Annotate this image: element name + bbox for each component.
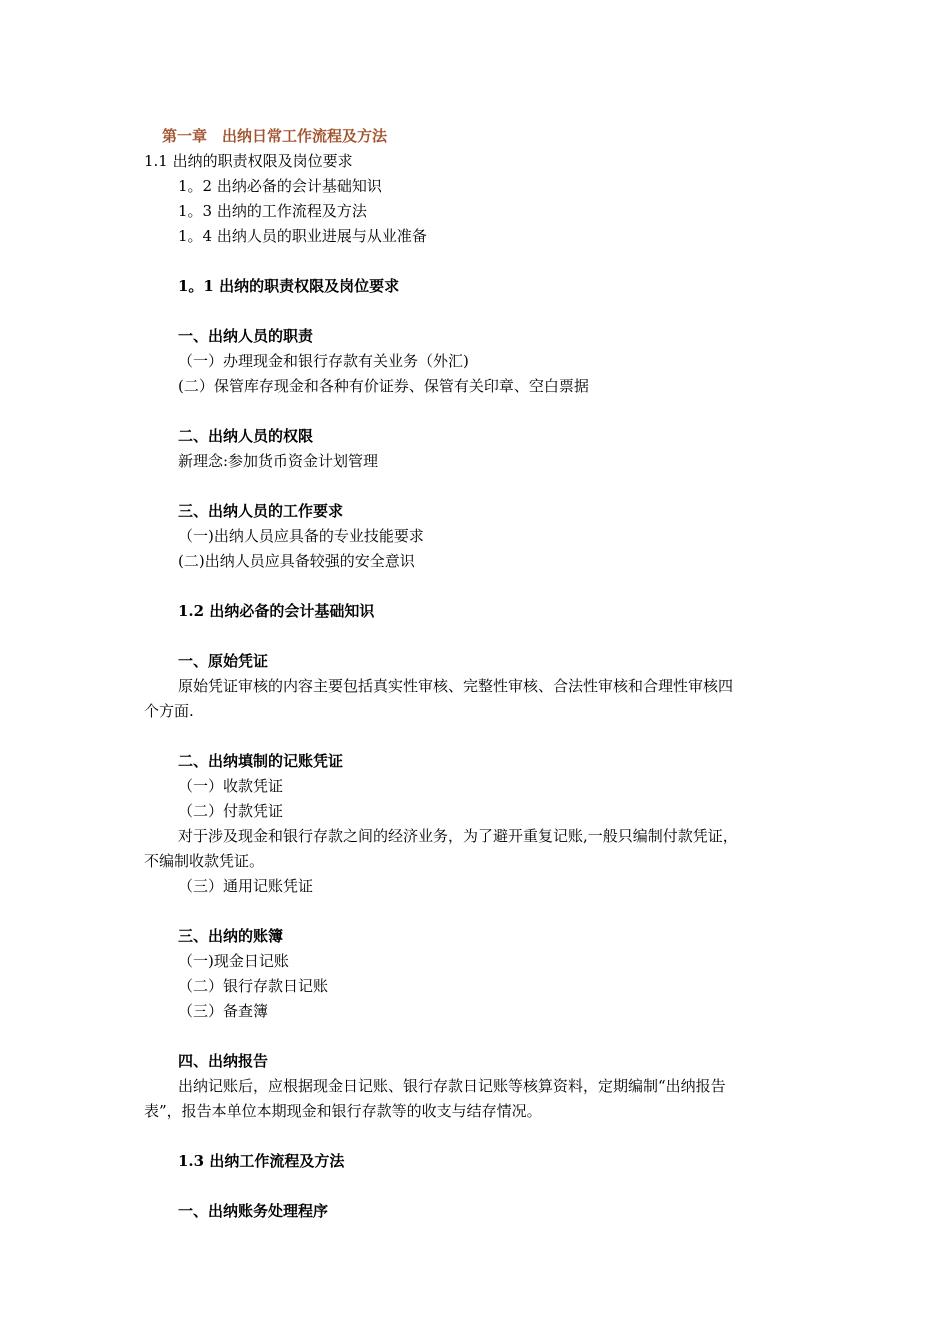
subsection-heading: 一、出纳人员的职责 — [178, 327, 314, 345]
paragraph-line: 不编制收款凭证。 — [144, 852, 265, 870]
section-heading: 1.3 出纳工作流程及方法 — [178, 1152, 345, 1170]
section-heading: 1。1 出纳的职责权限及岗位要求 — [178, 277, 400, 295]
paragraph-line: 对于涉及现金和银行存款之间的经济业务，为了避开重复记账,一般只编制付款凭证， — [178, 827, 738, 845]
paragraph-line: 出纳记账后，应根据现金日记账、银行存款日记账等核算资料，定期编制“出纳报告 — [178, 1077, 726, 1095]
paragraph-line: 表”，报告本单位本期现金和银行存款等的收支与结存情况。 — [144, 1102, 542, 1120]
list-item: (二)出纳人员应具备较强的安全意识 — [178, 552, 415, 570]
list-item: （一）办理现金和银行存款有关业务（外汇) — [178, 352, 469, 370]
list-item: （一)现金日记账 — [178, 952, 289, 970]
paragraph-line: 原始凭证审核的内容主要包括真实性审核、完整性审核、合法性审核和合理性审核四 — [178, 677, 734, 695]
section-heading: 1.2 出纳必备的会计基础知识 — [178, 602, 375, 620]
toc-item: 1.1 出纳的职责权限及岗位要求 — [144, 152, 353, 170]
chapter-title: 第一章 出纳日常工作流程及方法 — [162, 127, 388, 145]
subsection-heading: 一、出纳账务处理程序 — [178, 1202, 329, 1220]
list-item: （三）通用记账凭证 — [178, 877, 314, 895]
subsection-heading: 二、出纳人员的权限 — [178, 427, 314, 445]
paragraph: 新理念:参加货币资金计划管理 — [178, 452, 379, 470]
subsection-heading: 四、出纳报告 — [178, 1052, 269, 1070]
list-item: (二）保管库存现金和各种有价证券、保管有关印章、空白票据 — [178, 377, 589, 395]
list-item: （三）备查簿 — [178, 1002, 269, 1020]
subsection-heading: 一、原始凭证 — [178, 652, 269, 670]
toc-item: 1。4 出纳人员的职业进展与从业准备 — [178, 227, 427, 245]
list-item: （一)出纳人员应具备的专业技能要求 — [178, 527, 424, 545]
list-item: （一）收款凭证 — [178, 777, 284, 795]
subsection-heading: 三、出纳的账簿 — [178, 927, 284, 945]
list-item: （二）付款凭证 — [178, 802, 284, 820]
toc-item: 1。2 出纳必备的会计基础知识 — [178, 177, 382, 195]
list-item: （二）银行存款日记账 — [178, 977, 329, 995]
paragraph-line: 个方面. — [144, 702, 194, 720]
subsection-heading: 三、出纳人员的工作要求 — [178, 502, 344, 520]
subsection-heading: 二、出纳填制的记账凭证 — [178, 752, 344, 770]
toc-item: 1。3 出纳的工作流程及方法 — [178, 202, 367, 220]
